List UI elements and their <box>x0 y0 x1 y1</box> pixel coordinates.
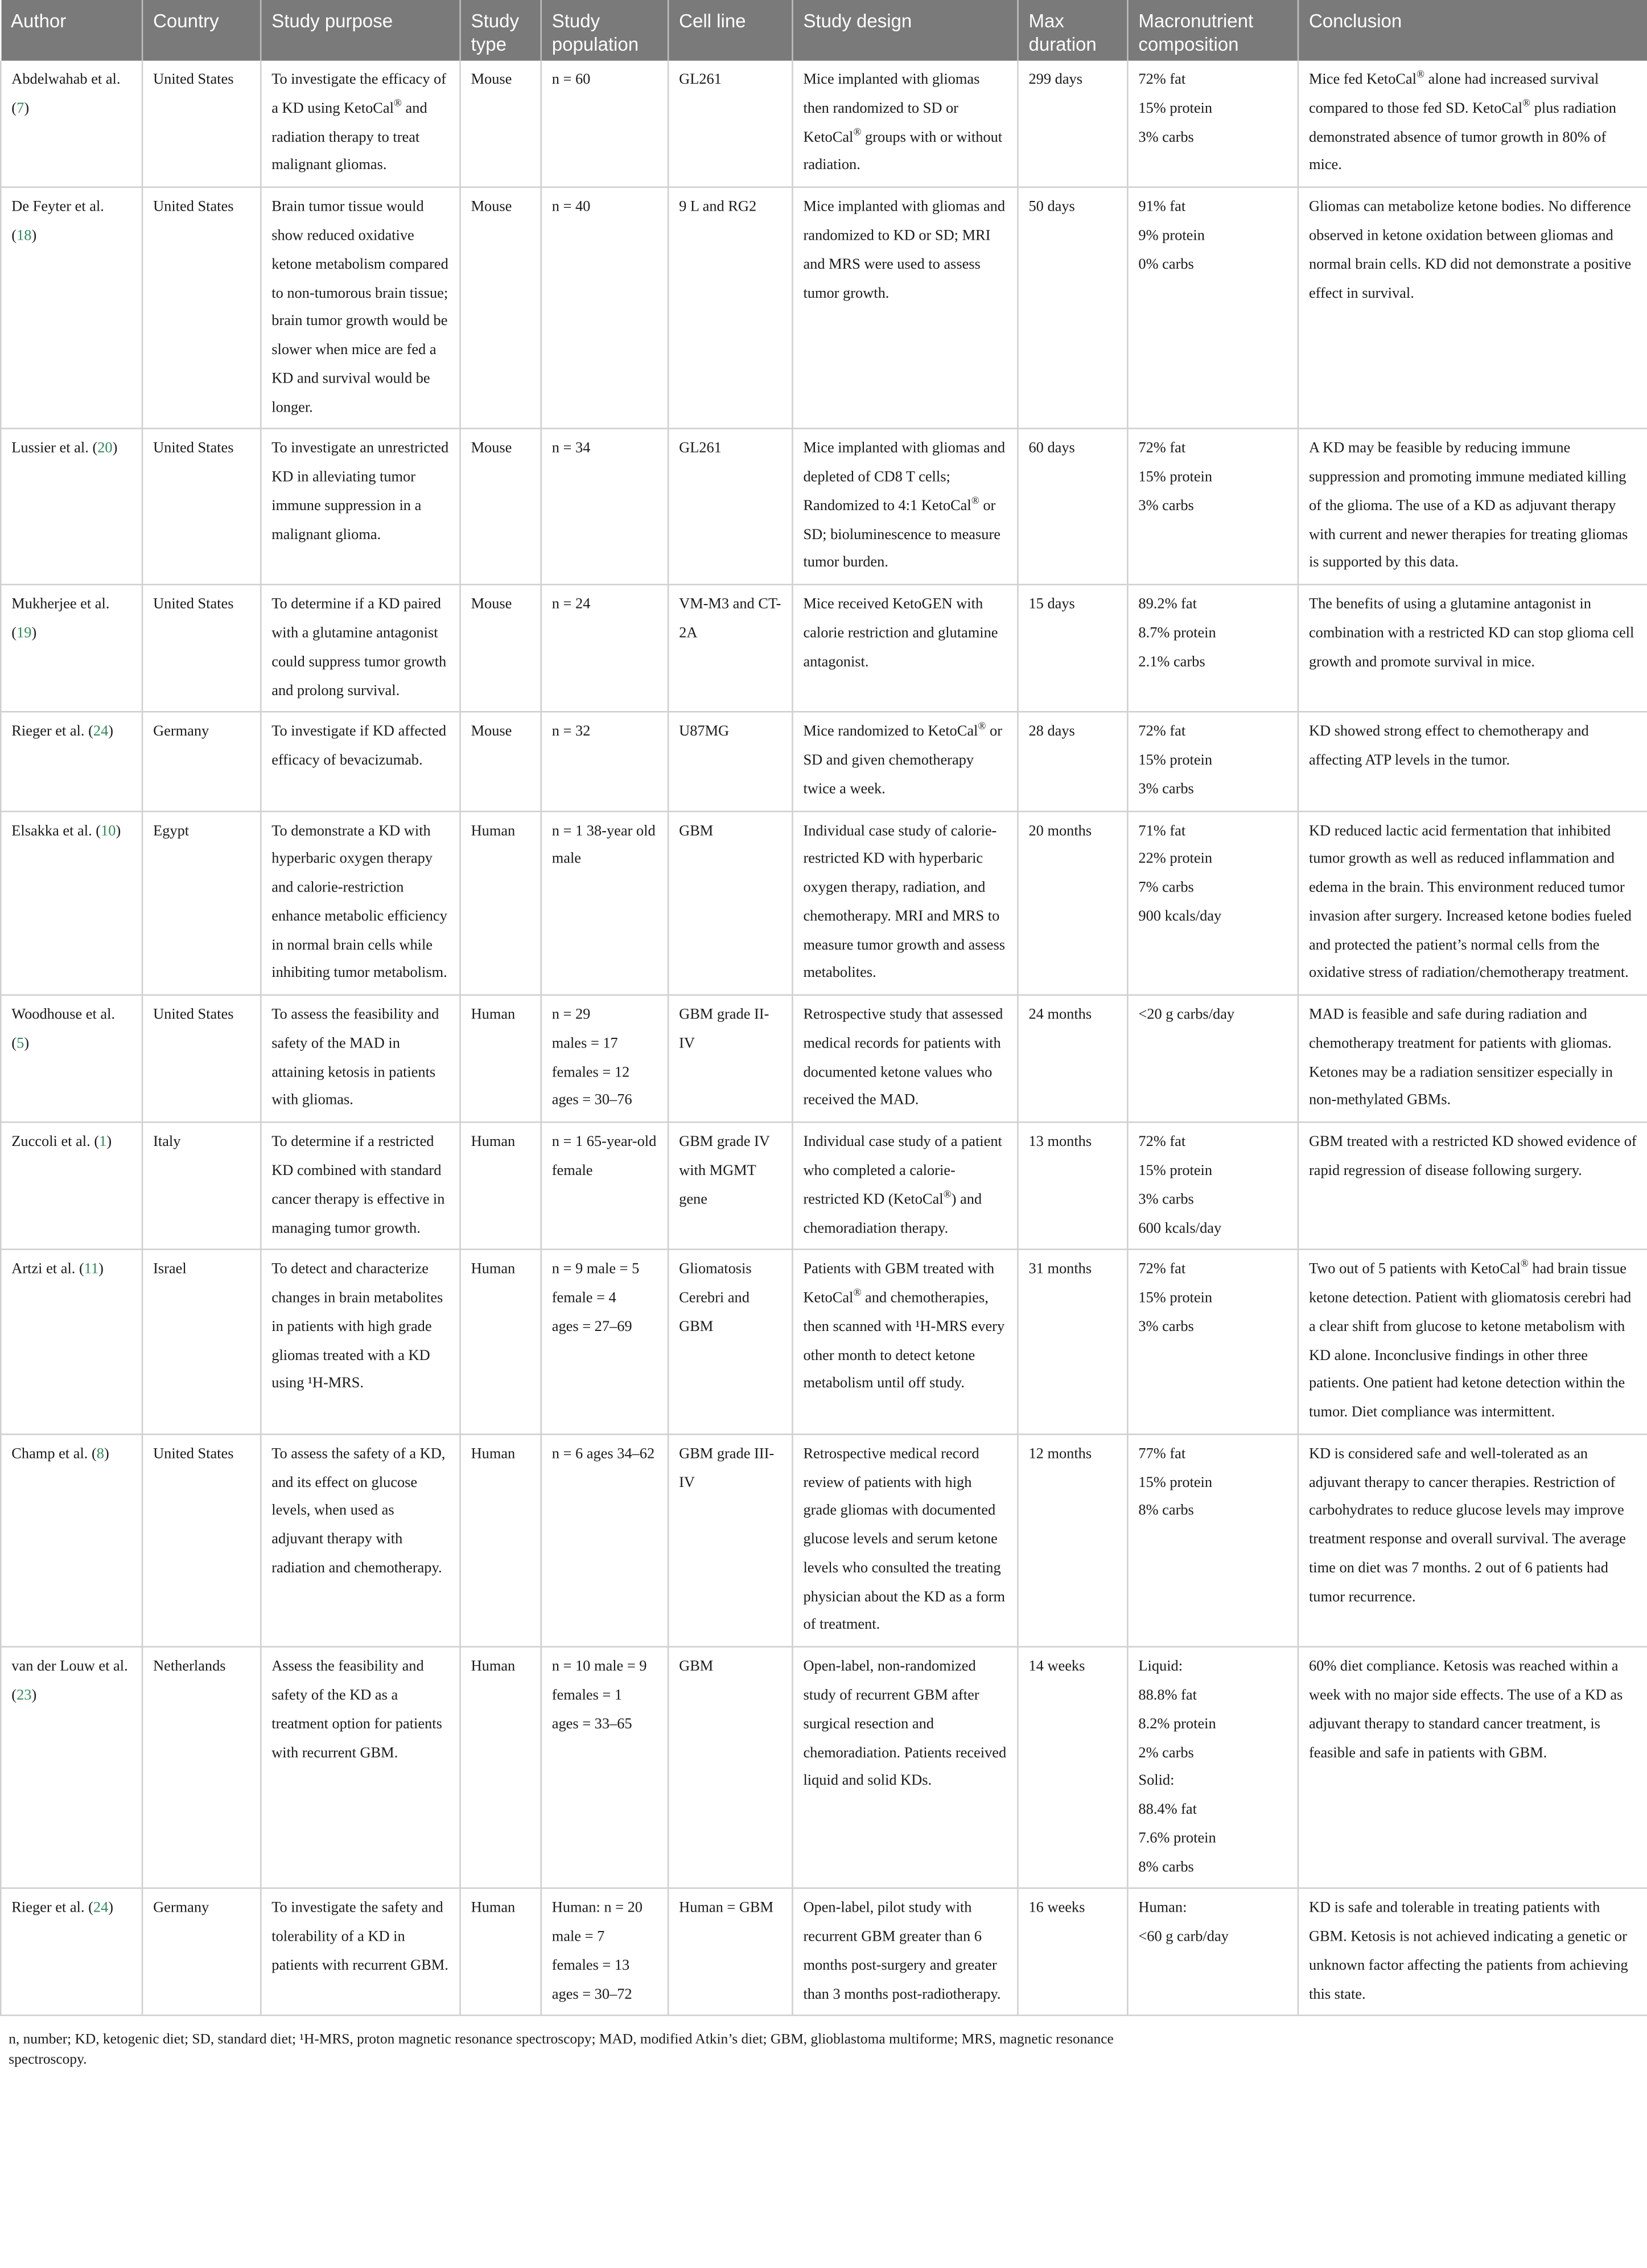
author-cell: De Feyter et al. (18) <box>1 187 142 429</box>
population-line: n = 10 male = 9 <box>551 1659 647 1675</box>
purpose-cell: To investigate an unrestricted KD in alleviating tumor immune suppression in a malignant glioma. <box>261 429 460 585</box>
column-header: Conclusion <box>1298 0 1647 61</box>
population-line: ages = 27–69 <box>551 1319 632 1336</box>
country-cell: Israel <box>142 1250 261 1434</box>
macronutrient-line: 72% fat <box>1138 724 1186 741</box>
author-name: De Feyter et al. <box>11 199 104 216</box>
population-cell <box>541 995 668 1123</box>
column-header: Cell line <box>668 0 792 61</box>
duration-cell: 31 months <box>1018 1250 1127 1434</box>
macronutrient-line: 91% fat <box>1138 199 1186 216</box>
author-cell: Rieger et al. (24) <box>1 1889 142 2016</box>
author-name: Zuccoli et al. <box>11 1135 90 1151</box>
author-cell: Champ et al. (8) <box>1 1434 142 1647</box>
duration-cell: 12 months <box>1018 1434 1127 1647</box>
population-line: n = 6 ages 34–62 <box>551 1446 655 1462</box>
macronutrient-cell <box>1127 61 1298 187</box>
conclusion-cell: Mice fed KetoCal® alone had increased survival compared to those fed SD. KetoCal® plus radiation demonstrated absence of tumor growth in 80% of mice. <box>1298 61 1647 187</box>
country-cell: United States <box>142 187 261 429</box>
macronutrient-line: 22% protein <box>1138 852 1213 868</box>
macronutrient-cell <box>1127 187 1298 429</box>
study-type-cell: Human <box>460 1123 541 1250</box>
design-cell: Mice randomized to KetoCal® or SD and given chemotherapy twice a week. <box>792 712 1018 811</box>
macronutrient-line: Human: <box>1138 1901 1187 1917</box>
conclusion-cell: KD is considered safe and well-tolerated as an adjuvant therapy to cancer therapies. Restriction of carbohydrates to reduce glucose levels may improve treatment response and overall survival. The average time on diet was 7 months. 2 out of 6 patients had tumor recurrence. <box>1298 1434 1647 1647</box>
design-cell: Retrospective study that assessed medical records for patients with documented ketone values who received the MAD. <box>792 995 1018 1123</box>
purpose-cell: Assess the feasibility and safety of the KD as a treatment option for patients with recurrent GBM. <box>261 1647 460 1888</box>
citation-link[interactable]: 7 <box>17 101 24 117</box>
macronutrient-cell <box>1127 1123 1298 1250</box>
macronutrient-line: 8.2% protein <box>1138 1716 1216 1733</box>
macronutrient-line: 3% carbs <box>1138 1319 1194 1336</box>
citation-link[interactable]: 24 <box>93 1901 109 1917</box>
study-type-cell: Mouse <box>460 585 541 712</box>
macronutrient-line: 0% carbs <box>1138 257 1194 273</box>
country-cell: United States <box>142 61 261 187</box>
population-line: n = 60 <box>551 72 591 89</box>
macronutrient-line: 3% carbs <box>1138 498 1194 515</box>
country-cell: Germany <box>142 1889 261 2016</box>
author-name: Elsakka et al. <box>11 823 92 839</box>
author-cell: Mukherjee et al. (19) <box>1 585 142 712</box>
country-cell: Germany <box>142 712 261 811</box>
population-line: n = 32 <box>551 724 591 741</box>
cell-line-cell: Gliomatosis Cerebri and GBM <box>668 1250 792 1434</box>
population-line: ages = 30–76 <box>551 1093 632 1110</box>
duration-cell: 15 days <box>1018 585 1127 712</box>
design-cell: Mice received KetoGEN with calorie restriction and glutamine antagonist. <box>792 585 1018 712</box>
design-cell: Retrospective medical record review of patients with high grade gliomas with documented glucose levels and serum ketone levels who consulted the treating physician about the KD as a form of treatment. <box>792 1434 1018 1647</box>
author-cell: Elsakka et al. (10) <box>1 811 142 995</box>
conclusion-cell: Two out of 5 patients with KetoCal® had brain tissue ketone detection. Patient with gliomatosis cerebri had a clear shift from glucose to ketone metabolism with KD alone. Inconclusive findings in other three patients. One patient had ketone detection within the tumor. Diet compliance was intermittent. <box>1298 1250 1647 1434</box>
macronutrient-line: Solid: <box>1138 1773 1175 1790</box>
design-cell: Mice implanted with gliomas and randomized to KD or SD; MRI and MRS were used to assess tumor growth. <box>792 187 1018 429</box>
population-line: n = 29 <box>551 1007 591 1024</box>
macronutrient-line: 900 kcals/day <box>1138 909 1222 925</box>
macronutrient-line: 72% fat <box>1138 1135 1186 1151</box>
study-type-cell: Human <box>460 811 541 995</box>
author-name: Rieger et al. <box>11 724 85 741</box>
conclusion-cell: GBM treated with a restricted KD showed evidence of rapid regression of disease following surgery. <box>1298 1123 1647 1250</box>
population-line: n = 34 <box>551 441 591 458</box>
purpose-cell: To assess the feasibility and safety of the MAD in attaining ketosis in patients with gliomas. <box>261 995 460 1123</box>
author-name: Artzi et al. <box>11 1262 76 1278</box>
macronutrient-line: <20 g carbs/day <box>1138 1007 1235 1024</box>
study-type-cell: Mouse <box>460 712 541 811</box>
conclusion-cell: Gliomas can metabolize ketone bodies. No difference observed in ketone oxidation between gliomas and normal brain cells. KD did not demonstrate a positive effect in survival. <box>1298 187 1647 429</box>
population-line: n = 1 65-year-old female <box>551 1135 657 1180</box>
macronutrient-line: 15% protein <box>1138 753 1213 769</box>
population-line: ages = 30–72 <box>551 1986 632 2003</box>
macronutrient-line: 7.6% protein <box>1138 1830 1216 1847</box>
macronutrient-cell <box>1127 995 1298 1123</box>
population-line: females = 1 <box>551 1688 623 1704</box>
design-cell: Individual case study of a patient who completed a calorie-restricted KD (KetoCal®) and chemoradiation therapy. <box>792 1123 1018 1250</box>
table-row <box>1 1250 1647 1434</box>
design-cell: Mice implanted with gliomas then randomized to SD or KetoCal® groups with or without radiation. <box>792 61 1018 187</box>
conclusion-cell: KD is safe and tolerable in treating patients with GBM. Ketosis is not achieved indicating a genetic or unknown factor affecting the patients from achieving this state. <box>1298 1889 1647 2016</box>
population-line: Human: n = 20 <box>551 1901 643 1917</box>
macronutrient-line: 15% protein <box>1138 470 1213 486</box>
population-line: n = 1 38-year old male <box>551 823 656 868</box>
cell-line-cell: U87MG <box>668 712 792 811</box>
duration-cell: 299 days <box>1018 61 1127 187</box>
population-cell <box>541 811 668 995</box>
population-cell <box>541 712 668 811</box>
cell-line-cell: VM-M3 and CT-2A <box>668 585 792 712</box>
author-cell: Zuccoli et al. (1) <box>1 1123 142 1250</box>
population-cell <box>541 1889 668 2016</box>
study-type-cell: Mouse <box>460 187 541 429</box>
design-cell: Patients with GBM treated with KetoCal® and chemotherapies, then scanned with ¹H-MRS every other month to detect ketone metabolism until off study. <box>792 1250 1018 1434</box>
table-row <box>1 712 1647 811</box>
macronutrient-line: 8% carbs <box>1138 1859 1194 1876</box>
macronutrient-cell <box>1127 1647 1298 1888</box>
cell-line-cell: GBM grade III-IV <box>668 1434 792 1647</box>
macronutrient-line: 71% fat <box>1138 823 1186 839</box>
macronutrient-line: 2.1% carbs <box>1138 654 1205 671</box>
table-row <box>1 1434 1647 1647</box>
author-cell: Woodhouse et al. (5) <box>1 995 142 1123</box>
population-line: males = 17 <box>551 1036 618 1052</box>
citation-link[interactable]: 23 <box>17 1688 32 1704</box>
author-cell: Lussier et al. (20) <box>1 429 142 585</box>
citation-link[interactable]: 11 <box>84 1262 99 1278</box>
column-header: Study type <box>460 0 541 61</box>
population-line: n = 40 <box>551 199 591 216</box>
table-row <box>1 61 1647 187</box>
purpose-cell: Brain tumor tissue would show reduced oxidative ketone metabolism compared to non-tumorous brain tissue; brain tumor growth would be slower when mice are fed a KD and survival would be longer. <box>261 187 460 429</box>
country-cell: Netherlands <box>142 1647 261 1888</box>
study-type-cell: Mouse <box>460 61 541 187</box>
study-type-cell: Human <box>460 995 541 1123</box>
citation-link[interactable]: 20 <box>97 441 113 458</box>
duration-cell: 16 weeks <box>1018 1889 1127 2016</box>
macronutrient-cell <box>1127 585 1298 712</box>
macronutrient-line: 72% fat <box>1138 441 1186 458</box>
conclusion-cell: The benefits of using a glutamine antagonist in combination with a restricted KD can stop glioma cell growth and promote survival in mice. <box>1298 585 1647 712</box>
macronutrient-line: 9% protein <box>1138 228 1205 245</box>
design-cell: Open-label, non-randomized study of recurrent GBM after surgical resection and chemoradiation. Patients received liquid and solid KDs. <box>792 1647 1018 1888</box>
macronutrient-cell <box>1127 1250 1298 1434</box>
purpose-cell: To demonstrate a KD with hyperbaric oxygen therapy and calorie-restriction enhance metabolic efficiency in normal brain cells while inhibiting tumor metabolism. <box>261 811 460 995</box>
table-header <box>1 0 1647 61</box>
author-name: van der Louw et al. <box>11 1659 128 1675</box>
macronutrient-line: 3% carbs <box>1138 129 1194 146</box>
duration-cell: 20 months <box>1018 811 1127 995</box>
population-line: male = 7 <box>551 1929 605 1946</box>
column-header: Max duration <box>1018 0 1127 61</box>
column-header: Macronutrient composition <box>1127 0 1298 61</box>
macronutrient-line: 2% carbs <box>1138 1745 1194 1761</box>
conclusion-cell: MAD is feasible and safe during radiation and chemotherapy treatment for patients with gliomas. Ketones may be a radiation sensitizer especially in non-methylated GBMs. <box>1298 995 1647 1123</box>
country-cell: United States <box>142 429 261 585</box>
table-footnote: n, number; KD, ketogenic diet; SD, standard diet; ¹H-MRS, proton magnetic resonance spectroscopy; MAD, modified Atkin’s diet; GBM, glioblastoma multiforme; MRS, magnetic resonance spectroscopy. <box>9 2032 1114 2068</box>
macronutrient-cell <box>1127 429 1298 585</box>
purpose-cell: To assess the safety of a KD, and its effect on glucose levels, when used as adjuvant therapy with radiation and chemotherapy. <box>261 1434 460 1647</box>
citation-link[interactable]: 19 <box>17 626 32 642</box>
macronutrient-line: 15% protein <box>1138 101 1213 117</box>
column-header: Study purpose <box>261 0 460 61</box>
study-type-cell: Human <box>460 1647 541 1888</box>
population-line: ages = 33–65 <box>551 1716 632 1733</box>
macronutrient-line: 3% carbs <box>1138 1191 1194 1208</box>
duration-cell: 14 weeks <box>1018 1647 1127 1888</box>
macronutrient-cell <box>1127 712 1298 811</box>
conclusion-cell: 60% diet compliance. Ketosis was reached within a week with no major side effects. The use of a KD as adjuvant therapy to standard cancer treatment, is feasible and safe in patients with GBM. <box>1298 1647 1647 1888</box>
cell-line-cell: 9 L and RG2 <box>668 187 792 429</box>
author-cell: Rieger et al. (24) <box>1 712 142 811</box>
population-cell <box>541 1434 668 1647</box>
table-row <box>1 187 1647 429</box>
population-line: female = 4 <box>551 1291 616 1307</box>
cell-line-cell: GL261 <box>668 61 792 187</box>
population-line: females = 13 <box>551 1958 630 1974</box>
duration-cell: 60 days <box>1018 429 1127 585</box>
country-cell: United States <box>142 1434 261 1647</box>
macronutrient-line: 88.4% fat <box>1138 1802 1197 1818</box>
purpose-cell: To investigate the efficacy of a KD using KetoCal® and radiation therapy to treat malignant gliomas. <box>261 61 460 187</box>
population-line: n = 9 male = 5 <box>551 1262 640 1278</box>
conclusion-cell: A KD may be feasible by reducing immune suppression and promoting immune mediated killing of the glioma. The use of a KD as adjuvant therapy with current and newer therapies for treating gliomas is supported by this data. <box>1298 429 1647 585</box>
population-cell <box>541 585 668 712</box>
study-type-cell: Human <box>460 1889 541 2016</box>
macronutrient-cell <box>1127 1889 1298 2016</box>
author-name: Abdelwahab et al. <box>11 72 121 89</box>
column-header: Country <box>142 0 261 61</box>
author-name: Rieger et al. <box>11 1901 85 1917</box>
population-cell <box>541 1250 668 1434</box>
cell-line-cell: GBM <box>668 1647 792 1888</box>
population-cell <box>541 187 668 429</box>
design-cell: Open-label, pilot study with recurrent GBM greater than 6 months post-surgery and greater than 3 months post-radiotherapy. <box>792 1889 1018 2016</box>
purpose-cell: To detect and characterize changes in brain metabolites in patients with high grade gliomas treated with a KD using ¹H-MRS. <box>261 1250 460 1434</box>
study-type-cell: Human <box>460 1250 541 1434</box>
macronutrient-line: 77% fat <box>1138 1446 1186 1462</box>
citation-link[interactable]: 8 <box>96 1446 104 1462</box>
macronutrient-line: <60 g carb/day <box>1138 1929 1229 1946</box>
table-body <box>1 61 1647 2016</box>
cell-line-cell: GBM grade II-IV <box>668 995 792 1123</box>
duration-cell: 50 days <box>1018 187 1127 429</box>
country-cell: United States <box>142 995 261 1123</box>
table-row <box>1 429 1647 585</box>
table-row <box>1 811 1647 995</box>
macronutrient-line: 7% carbs <box>1138 880 1194 897</box>
table-row <box>1 1647 1647 1888</box>
cell-line-cell: GBM grade IV with MGMT gene <box>668 1123 792 1250</box>
macronutrient-line: 600 kcals/day <box>1138 1220 1222 1236</box>
macronutrient-line: 15% protein <box>1138 1163 1213 1180</box>
country-cell: Egypt <box>142 811 261 995</box>
study-type-cell: Mouse <box>460 429 541 585</box>
purpose-cell: To determine if a restricted KD combined with standard cancer therapy is effective in managing tumor growth. <box>261 1123 460 1250</box>
citation-link[interactable]: 5 <box>17 1036 24 1052</box>
author-name: Champ et al. <box>11 1446 88 1462</box>
duration-cell: 13 months <box>1018 1123 1127 1250</box>
author-name: Mukherjee et al. <box>11 597 110 613</box>
author-name: Woodhouse et al. <box>11 1007 116 1024</box>
cell-line-cell: Human = GBM <box>668 1889 792 2016</box>
macronutrient-line: 8.7% protein <box>1138 626 1216 642</box>
country-cell: Italy <box>142 1123 261 1250</box>
purpose-cell: To determine if a KD paired with a glutamine antagonist could suppress tumor growth and prolong survival. <box>261 585 460 712</box>
author-name: Lussier et al. <box>11 441 89 458</box>
design-cell: Mice implanted with gliomas and depleted of CD8 T cells; Randomized to 4:1 KetoCal® or SD; bioluminescence to measure tumor burden. <box>792 429 1018 585</box>
table-row <box>1 1889 1647 2016</box>
citation-link[interactable]: 18 <box>17 228 32 245</box>
header-row <box>1 0 1647 61</box>
duration-cell: 24 months <box>1018 995 1127 1123</box>
column-header: Study population <box>541 0 668 61</box>
macronutrient-line: Liquid: <box>1138 1659 1183 1675</box>
macronutrient-line: 88.8% fat <box>1138 1688 1197 1704</box>
design-cell: Individual case study of calorie-restricted KD with hyperbaric oxygen therapy, radiation, and chemotherapy. MRI and MRS to measure tumor growth and assess metabolites. <box>792 811 1018 995</box>
cell-line-cell: GBM <box>668 811 792 995</box>
macronutrient-line: 3% carbs <box>1138 781 1194 798</box>
conclusion-cell: KD showed strong effect to chemotherapy and affecting ATP levels in the tumor. <box>1298 712 1647 811</box>
macronutrient-line: 15% protein <box>1138 1474 1213 1491</box>
table-row <box>1 585 1647 712</box>
macronutrient-line: 15% protein <box>1138 1291 1213 1307</box>
population-cell <box>541 1123 668 1250</box>
purpose-cell: To investigate the safety and tolerability of a KD in patients with recurrent GBM. <box>261 1889 460 2016</box>
purpose-cell: To investigate if KD affected efficacy of bevacizumab. <box>261 712 460 811</box>
duration-cell: 28 days <box>1018 712 1127 811</box>
macronutrient-line: 72% fat <box>1138 72 1186 89</box>
macronutrient-cell <box>1127 1434 1298 1647</box>
author-cell: van der Louw et al. (23) <box>1 1647 142 1888</box>
column-header: Study design <box>792 0 1018 61</box>
table-row <box>1 1123 1647 1250</box>
citation-link[interactable]: 1 <box>99 1135 107 1151</box>
macronutrient-line: 89.2% fat <box>1138 597 1197 613</box>
table-row <box>1 995 1647 1123</box>
conclusion-cell: KD reduced lactic acid fermentation that inhibited tumor growth as well as reduced inflammation and edema in the brain. This environment reduced tumor invasion after surgery. Increased ketone bodies fueled and protected the patient’s normal cells from the oxidative stress of radiation/chemotherapy treatment. <box>1298 811 1647 995</box>
citation-link[interactable]: 24 <box>93 724 109 741</box>
population-cell <box>541 429 668 585</box>
population-cell <box>541 1647 668 1888</box>
study-type-cell: Human <box>460 1434 541 1647</box>
author-cell: Artzi et al. (11) <box>1 1250 142 1434</box>
cell-line-cell: GL261 <box>668 429 792 585</box>
population-cell <box>541 61 668 187</box>
population-line: females = 12 <box>551 1065 630 1081</box>
author-cell: Abdelwahab et al. (7) <box>1 61 142 187</box>
macronutrient-line: 8% carbs <box>1138 1503 1194 1520</box>
macronutrient-line: 72% fat <box>1138 1262 1186 1278</box>
population-line: n = 24 <box>551 597 591 613</box>
macronutrient-cell <box>1127 811 1298 995</box>
column-header: Author <box>1 0 142 61</box>
country-cell: United States <box>142 585 261 712</box>
citation-link[interactable]: 10 <box>101 823 116 839</box>
